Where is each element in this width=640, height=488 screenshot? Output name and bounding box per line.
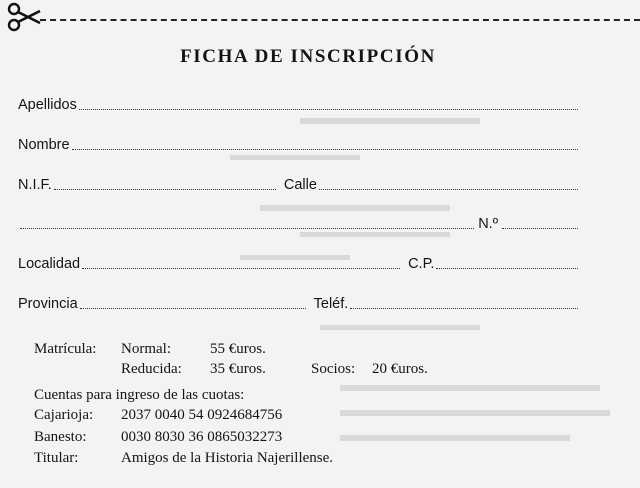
socios-value: 20 €uros. [372, 361, 428, 377]
scissors-icon [6, 2, 42, 32]
apellidos-label: Apellidos [18, 97, 77, 113]
provincia-field[interactable] [80, 307, 306, 309]
reducida-value: 35 €uros. [210, 361, 266, 377]
banesto-label: Banesto: [34, 429, 87, 445]
titular-value: Amigos de la Historia Najerillense. [121, 450, 334, 466]
cajarioja-account: 2037 0040 54 0924684756 [121, 407, 283, 423]
numero-label: N.º [478, 216, 498, 232]
nif-calle-row [18, 172, 580, 194]
localidad-field[interactable] [82, 267, 400, 269]
calle-continuation-field[interactable] [20, 227, 474, 229]
provincia-label: Provincia [18, 296, 78, 312]
telefono-field[interactable] [350, 307, 578, 309]
nombre-field[interactable] [72, 148, 578, 150]
apellidos-field[interactable] [79, 108, 578, 110]
localidad-label: Localidad [18, 256, 81, 272]
banesto-account: 0030 8030 36 0865032273 [121, 429, 283, 445]
nombre-row [18, 132, 580, 154]
matricula-label: Matrícula: [34, 341, 97, 357]
numero-field[interactable] [502, 227, 578, 229]
socios-label: Socios: [311, 361, 356, 377]
calle-field[interactable] [319, 188, 578, 190]
cp-field[interactable] [436, 267, 578, 269]
form-title: FICHA DE INSCRIPCIÓN [180, 46, 436, 67]
cajarioja-label: Cajarioja: [34, 407, 94, 423]
nif-field[interactable] [54, 188, 276, 190]
nombre-label: Nombre [18, 137, 70, 153]
normal-label: Normal: [121, 341, 171, 357]
accounts-heading: Cuentas para ingreso de las cuotas: [34, 387, 245, 403]
apellidos-row [18, 92, 580, 114]
nif-label: N.I.F. [18, 177, 52, 193]
telefono-label: Teléf. [313, 296, 349, 312]
titular-label: Titular: [34, 450, 79, 466]
cut-line [40, 19, 640, 21]
provincia-telefono-row [18, 291, 580, 313]
normal-value: 55 €uros. [210, 341, 266, 357]
localidad-cp-row [18, 251, 580, 273]
calle-label: Calle [283, 177, 317, 193]
numero-row [18, 211, 580, 233]
cp-label: C.P. [408, 256, 435, 272]
reducida-label: Reducida: [121, 361, 182, 377]
